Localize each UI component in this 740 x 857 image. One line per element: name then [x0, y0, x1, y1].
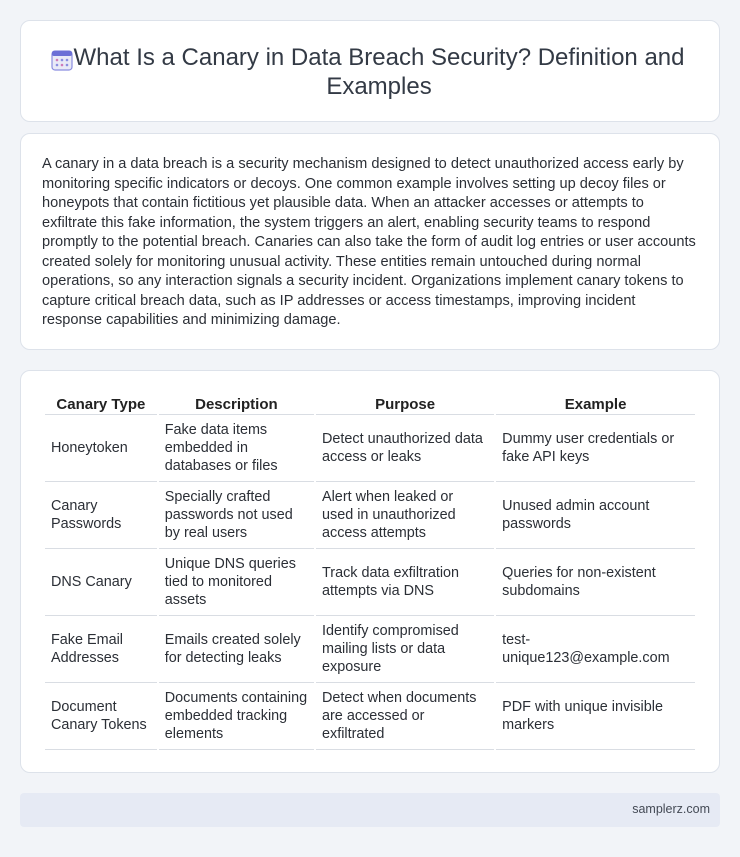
table-row — [45, 482, 695, 549]
table-cell: Document Canary Tokens — [45, 683, 157, 750]
canary-table — [43, 394, 697, 750]
column-header: Purpose — [316, 394, 494, 415]
column-header: Example — [496, 394, 695, 415]
column-header: Canary Type — [45, 394, 157, 415]
table-cell: Queries for non-existent subdomains — [496, 549, 695, 616]
table-cell: Dummy user credentials or fake API keys — [496, 415, 695, 482]
table-cell: Unused admin account passwords — [496, 482, 695, 549]
header-card — [20, 20, 720, 122]
table-row — [45, 683, 695, 750]
table-header-row — [45, 394, 695, 415]
table-row — [45, 616, 695, 683]
table-cell: test-unique123@example.com — [496, 616, 695, 683]
calendar-icon — [49, 47, 75, 73]
intro-card — [20, 133, 720, 350]
table-row — [45, 415, 695, 482]
table-row — [45, 549, 695, 616]
table-cell: Documents containing embedded tracking elements — [159, 683, 314, 750]
table-cell: Fake data items embedded in databases or files — [159, 415, 314, 482]
table-cell: Canary Passwords — [45, 482, 157, 549]
table-cell: Detect when documents are accessed or exfiltrated — [316, 683, 494, 750]
table-cell: Identify compromised mailing lists or data exposure — [316, 616, 494, 683]
table-cell: Emails created solely for detecting leaks — [159, 616, 314, 683]
table-cell: Honeytoken — [45, 415, 157, 482]
table-cell: Detect unauthorized data access or leaks — [316, 415, 494, 482]
table-cell: Track data exfiltration attempts via DNS — [316, 549, 494, 616]
table-card — [20, 370, 720, 773]
column-header: Description — [159, 394, 314, 415]
footer-bar — [20, 793, 720, 827]
table-cell: Specially crafted passwords not used by real users — [159, 482, 314, 549]
table-cell: Fake Email Addresses — [45, 616, 157, 683]
table-cell: DNS Canary — [45, 549, 157, 616]
page-title: What Is a Canary in Data Breach Security? Definition and Examples — [73, 44, 685, 100]
intro-paragraph: A canary in a data breach is a security mechanism designed to detect unauthorized access early by monitoring specific indicators or decoys. One common example involves setting up decoy files or honeypots that contain fictitious yet plausible data. When an attacker accesses or attempts to exfiltrate this fake information, the system triggers an alert, enabling security teams to respond promptly to the potential breach. Canaries can also take the form of audit log entries or user accounts created solely for monitoring unusual activity. These entities remain untouched during normal operations, so any interaction signals a security incident. Organizations implement canary tokens to capture critical breach data, such as IP addresses or access timestamps, improving incident response capabilities and minimizing damage. — [42, 156, 696, 328]
footer-site-link[interactable]: samplerz.com — [632, 802, 710, 816]
title-wrap — [49, 43, 699, 101]
table-cell: Unique DNS queries tied to monitored assets — [159, 549, 314, 616]
table-cell: Alert when leaked or used in unauthorized access attempts — [316, 482, 494, 549]
table-cell: PDF with unique invisible markers — [496, 683, 695, 750]
